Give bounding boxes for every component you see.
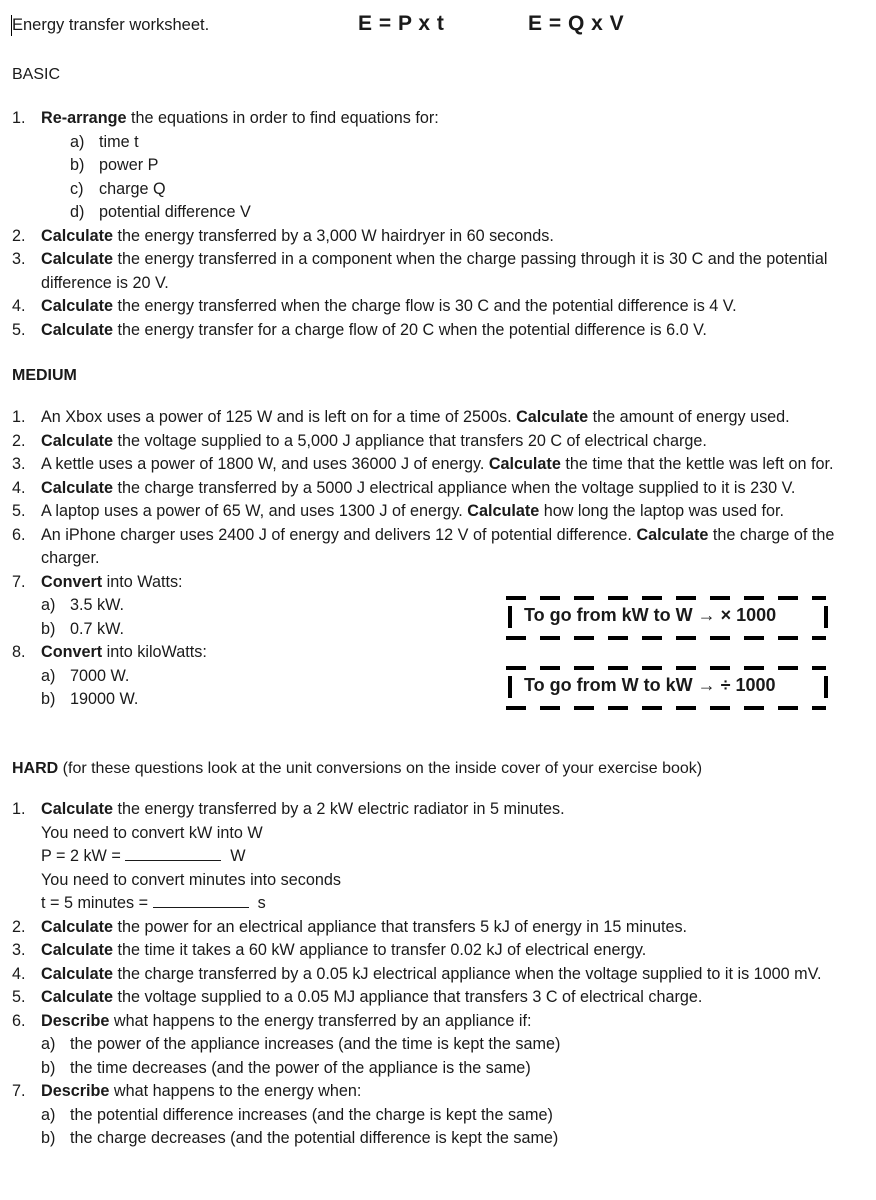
command-word: Calculate — [41, 431, 113, 450]
sub-text: potential difference V — [99, 203, 251, 221]
sub-item — [0, 154, 841, 178]
question-number: 1. — [12, 408, 26, 426]
sub-letter: c) — [70, 179, 84, 198]
list-item — [0, 524, 841, 571]
list-item — [0, 430, 841, 454]
command-word: Calculate — [41, 297, 113, 315]
question-number: 6. — [12, 1011, 26, 1030]
question-text: the time that the kettle was left on for. — [560, 455, 834, 473]
sub-item — [0, 1057, 841, 1081]
command-word: Calculate — [41, 800, 113, 818]
question-number: 5. — [12, 320, 26, 339]
sub-text: charge Q — [99, 179, 166, 198]
conversion-rule: To go from kW to W → × 1000 — [524, 605, 777, 625]
question-text: An Xbox uses a power of 125 W and is left on for a time of 2500s. — [41, 408, 517, 426]
sub-text: the time decreases (and the power of the appliance is the same) — [70, 1058, 531, 1077]
dashed-border — [506, 636, 826, 640]
sub-letter: a) — [41, 596, 56, 614]
list-item — [0, 248, 841, 295]
working-line — [0, 845, 841, 869]
box-side — [508, 606, 512, 628]
sub-item — [0, 1127, 841, 1151]
working-label: t = 5 minutes = — [41, 894, 153, 912]
sub-letter: d) — [70, 203, 85, 221]
sub-item — [0, 201, 841, 225]
sub-letter: b) — [41, 1129, 56, 1147]
list-item — [0, 1010, 841, 1034]
sub-item — [0, 1033, 841, 1057]
sub-letter: b) — [41, 619, 56, 638]
working-label: P = 2 kW = — [41, 847, 126, 865]
sub-text: the charge decreases (and the potential difference is kept the same) — [70, 1129, 559, 1147]
question-text: the amount of energy used. — [588, 408, 790, 426]
sub-letter: b) — [41, 690, 56, 708]
sub-item — [0, 131, 841, 155]
question-text: the time it takes a 60 kW appliance to transfer 0.02 kJ of electrical energy. — [112, 941, 647, 959]
equation-charge-voltage: E = Q x V — [528, 12, 625, 35]
working-line — [0, 892, 841, 916]
sub-text: 0.7 kW. — [70, 619, 124, 638]
sub-letter: a) — [41, 666, 56, 685]
question-number: 7. — [12, 572, 26, 591]
question-number: 6. — [12, 525, 26, 544]
list-item — [0, 500, 841, 524]
question-number: 5. — [12, 988, 26, 1006]
list-item — [0, 107, 841, 131]
hard-heading-note: (for these questions look at the unit conversions on the inside cover of your exercise book) — [58, 760, 703, 777]
command-word: Calculate — [41, 226, 113, 245]
question-number: 2. — [12, 431, 26, 450]
list-item — [0, 453, 841, 477]
question-text: the voltage supplied to a 5,000 J appliance that transfers 20 C of electrical charge. — [112, 431, 707, 450]
command-word: Calculate — [41, 917, 113, 936]
list-item — [0, 225, 841, 249]
question-text: A kettle uses a power of 1800 W, and uses 36000 J of energy. — [41, 455, 489, 473]
unit-label: s — [257, 894, 266, 912]
basic-question-list — [0, 107, 841, 342]
question-text: into Watts: — [102, 572, 183, 591]
command-word: Calculate — [516, 408, 589, 426]
question-text: the equations in order to find equations for: — [126, 109, 439, 127]
hard-heading-label: HARD — [12, 760, 59, 777]
sub-letter: a) — [41, 1105, 56, 1124]
conversion-box-kw-to-w — [506, 596, 826, 640]
question-number: 4. — [12, 964, 26, 983]
list-item — [0, 916, 841, 940]
question-number: 3. — [12, 250, 26, 268]
command-word: Convert — [41, 572, 103, 591]
unit-label: W — [230, 847, 246, 865]
question-text: the energy transferred by a 3,000 W hairdryer in 60 seconds. — [112, 226, 554, 245]
sub-text: time t — [99, 132, 139, 151]
sub-text: 3.5 kW. — [70, 596, 124, 614]
question-text: what happens to the energy transferred by an appliance if: — [109, 1011, 532, 1030]
sub-text: the power of the appliance increases (and the time is kept the same) — [70, 1035, 561, 1053]
question-text: the charge transferred by a 5000 J electrical appliance when the voltage supplied to it is 230 V. — [112, 478, 796, 497]
sub-letter: b) — [41, 1058, 56, 1077]
question-number: 8. — [12, 643, 26, 661]
question-text: the charge transferred by a 0.05 kJ electrical appliance when the voltage supplied to it is 1000 mV. — [112, 964, 822, 983]
question-text: the energy transfer for a charge flow of 20 C when the potential difference is 6.0 V. — [112, 320, 707, 339]
dashed-border — [506, 666, 826, 670]
list-item — [0, 798, 841, 822]
command-word: Calculate — [41, 941, 113, 959]
question-number: 1. — [12, 800, 26, 818]
list-item — [0, 939, 841, 963]
question-number: 4. — [12, 478, 26, 497]
box-side — [508, 676, 512, 698]
question-number: 4. — [12, 297, 26, 315]
sub-text: 19000 W. — [70, 690, 139, 708]
question-text: the charge of the charger. — [41, 525, 835, 567]
question-number: 2. — [12, 917, 26, 936]
command-word: Re-arrange — [41, 109, 127, 127]
question-number: 3. — [12, 455, 26, 473]
list-item — [0, 963, 841, 987]
list-item — [0, 571, 461, 595]
command-word: Convert — [41, 643, 103, 661]
question-text: into kiloWatts: — [102, 643, 207, 661]
sub-letter: b) — [70, 156, 85, 174]
conversion-box-w-to-kw — [506, 666, 826, 710]
question-number: 3. — [12, 941, 26, 959]
question-number: 1. — [12, 109, 26, 127]
answer-blank[interactable] — [125, 846, 221, 861]
question-text: the power for an electrical appliance that transfers 5 kJ of energy in 15 minutes. — [112, 917, 688, 936]
command-word: Calculate — [41, 320, 113, 339]
hint-line: You need to convert kW into W — [41, 823, 263, 842]
list-item — [0, 641, 461, 665]
box-side — [824, 676, 828, 698]
command-word: Calculate — [41, 988, 113, 1006]
medium-heading: MEDIUM — [12, 367, 77, 384]
equation-power-time: E = P x t — [358, 12, 445, 35]
list-item — [0, 1080, 841, 1104]
command-word: Calculate — [488, 455, 561, 473]
sub-letter: a) — [41, 1035, 56, 1053]
dashed-border — [506, 706, 826, 710]
command-word: Describe — [41, 1011, 110, 1030]
question-text: the energy transferred when the charge flow is 30 C and the potential difference is 4 V. — [112, 297, 737, 315]
basic-heading: BASIC — [12, 66, 61, 83]
command-word: Calculate — [467, 502, 540, 520]
sub-text: the potential difference increases (and the charge is kept the same) — [70, 1105, 553, 1124]
question-text: how long the laptop was used for. — [539, 502, 785, 520]
command-word: Calculate — [41, 250, 113, 268]
hard-heading — [12, 760, 702, 778]
command-word: Calculate — [41, 964, 113, 983]
list-item — [0, 986, 841, 1010]
hint-line: You need to convert minutes into seconds — [41, 870, 341, 889]
sub-letter: a) — [70, 132, 85, 151]
answer-blank[interactable] — [153, 893, 249, 908]
question-text: An iPhone charger uses 2400 J of energy and delivers 12 V of potential difference. — [41, 525, 637, 544]
box-side — [824, 606, 828, 628]
sub-text: 7000 W. — [70, 666, 130, 685]
sub-text: power P — [99, 156, 159, 174]
command-word: Calculate — [41, 478, 113, 497]
question-number: 2. — [12, 226, 26, 245]
hard-question-list — [0, 798, 841, 1151]
page-title: Energy transfer worksheet. — [12, 16, 210, 34]
list-item — [0, 295, 841, 319]
question-text: the energy transferred by a 2 kW electric radiator in 5 minutes. — [112, 800, 565, 818]
command-word: Calculate — [636, 525, 709, 544]
question-text: A laptop uses a power of 65 W, and uses 1300 J of energy. — [41, 502, 468, 520]
list-item — [0, 406, 871, 430]
dashed-border — [506, 596, 826, 600]
question-text: what happens to the energy when: — [109, 1082, 362, 1100]
conversion-rule: To go from W to kW → ÷ 1000 — [524, 675, 776, 695]
question-number: 5. — [12, 502, 26, 520]
sub-item — [0, 1104, 841, 1128]
command-word: Describe — [41, 1082, 110, 1100]
list-item — [0, 477, 871, 501]
question-number: 7. — [12, 1082, 26, 1100]
question-text: the energy transferred in a component when the charge passing through it is 30 C and the potential difference is 20 V. — [41, 250, 828, 292]
sub-item — [0, 178, 841, 202]
question-text: the voltage supplied to a 0.05 MJ appliance that transfers 3 C of electrical charge. — [112, 988, 703, 1006]
list-item — [0, 319, 841, 343]
